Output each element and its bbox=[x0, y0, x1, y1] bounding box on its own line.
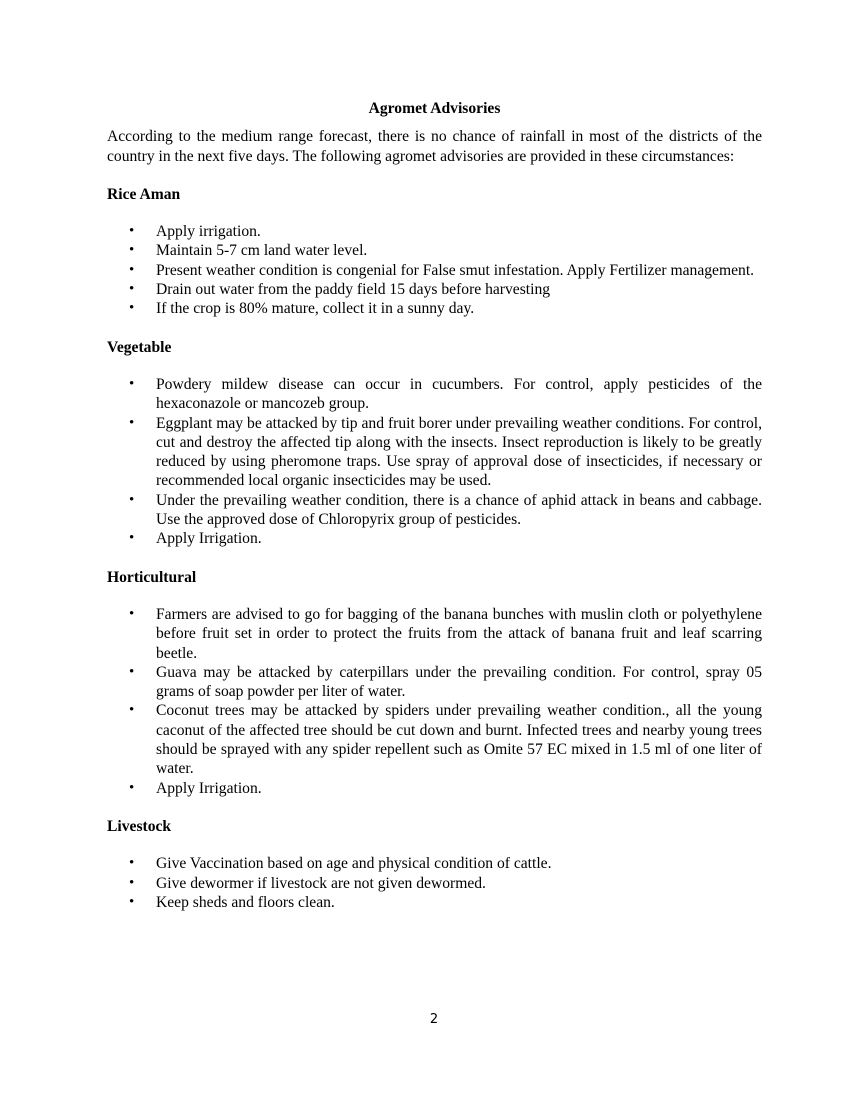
list-item bbox=[107, 299, 762, 318]
list-item-text: Farmers are advised to go for bagging of the banana bunches with muslin cloth or polyethylene before fruit set in order to protect the fruits from the attack of banana fruit and leaf scarring beetle. bbox=[156, 605, 762, 662]
rice-aman-list bbox=[107, 222, 762, 318]
list-item-text: Present weather condition is congenial for False smut infestation. Apply Fertilizer management. bbox=[156, 261, 755, 279]
list-item-text: If the crop is 80% mature, collect it in a sunny day. bbox=[156, 300, 475, 318]
vegetable-list bbox=[107, 375, 762, 549]
list-item bbox=[107, 414, 762, 491]
horticultural-list bbox=[107, 605, 762, 798]
list-item bbox=[107, 663, 762, 702]
list-item bbox=[107, 529, 762, 548]
page-number: 2 bbox=[429, 1012, 439, 1027]
bullet-icon: • bbox=[129, 855, 135, 872]
bullet-icon: • bbox=[129, 300, 135, 317]
list-item bbox=[107, 222, 762, 241]
list-item bbox=[107, 375, 762, 414]
list-item bbox=[107, 280, 762, 299]
list-item bbox=[107, 874, 762, 893]
bullet-icon: • bbox=[129, 242, 135, 259]
bullet-icon: • bbox=[129, 663, 135, 680]
section-heading-livestock: Livestock bbox=[107, 817, 172, 835]
bullet-icon: • bbox=[129, 375, 135, 392]
list-item-text: Give Vaccination based on age and physical condition of cattle. bbox=[156, 855, 552, 873]
section-heading-rice-aman: Rice Aman bbox=[107, 185, 181, 203]
section-heading-horticultural: Horticultural bbox=[107, 568, 197, 586]
bullet-icon: • bbox=[129, 261, 135, 278]
bullet-icon: • bbox=[129, 281, 135, 298]
bullet-icon: • bbox=[129, 893, 135, 910]
list-item bbox=[107, 893, 762, 912]
list-item-text: Guava may be attacked by caterpillars under the prevailing condition. For control, spray 05 grams of soap powder per liter of water. bbox=[156, 663, 762, 701]
bullet-icon: • bbox=[129, 530, 135, 547]
bullet-icon: • bbox=[129, 874, 135, 891]
list-item bbox=[107, 491, 762, 530]
section-heading-vegetable: Vegetable bbox=[107, 338, 172, 356]
bullet-icon: • bbox=[129, 491, 135, 508]
document-title: Agromet Advisories bbox=[368, 100, 501, 117]
list-item-text: Under the prevailing weather condition, there is a chance of aphid attack in beans and cabbage. Use the approved dose of Chloropyrix group of pesticides. bbox=[156, 491, 762, 529]
list-item-text: Keep sheds and floors clean. bbox=[156, 893, 335, 911]
intro-paragraph: According to the medium range forecast, there is no chance of rainfall in most of the districts of the country in the next five days. The following agromet advisories are provided in these circumstances: bbox=[107, 128, 762, 165]
list-item-text: Coconut trees may be attacked by spiders under prevailing weather condition., all the young caconut of the affected tree should be cut down and burnt. Infected trees and nearby young trees should be sprayed with any spider repellent such as Omite 57 EC mixed in 1.5 ml of one liter of water. bbox=[156, 702, 762, 778]
list-item bbox=[107, 261, 762, 280]
bullet-icon: • bbox=[129, 223, 135, 240]
list-item-text: Drain out water from the paddy field 15 days before harvesting bbox=[156, 281, 551, 299]
list-item-text: Apply Irrigation. bbox=[156, 779, 262, 797]
list-item-text: Powdery mildew disease can occur in cucumbers. For control, apply pesticides of the hexaconazole or mancozeb group. bbox=[156, 375, 762, 413]
list-item bbox=[107, 605, 762, 663]
list-item bbox=[107, 241, 762, 260]
list-item-text: Give dewormer if livestock are not given dewormed. bbox=[156, 874, 486, 892]
list-item bbox=[107, 854, 762, 873]
bullet-icon: • bbox=[129, 605, 135, 622]
document-page bbox=[107, 99, 762, 931]
list-item bbox=[107, 701, 762, 778]
bullet-icon: • bbox=[129, 779, 135, 796]
livestock-list bbox=[107, 854, 762, 912]
list-item-text: Maintain 5-7 cm land water level. bbox=[156, 242, 368, 260]
list-item-text: Apply irrigation. bbox=[156, 223, 261, 241]
bullet-icon: • bbox=[129, 702, 135, 719]
list-item-text: Eggplant may be attacked by tip and fruit borer under prevailing weather conditions. For control, cut and destroy the affected tip along with the insects. Insect reproduction is likely to be greatly reduced by using pheromone traps. Use spray of approval dose of insecticides, if necessary or recommended local organic insecticides may be used. bbox=[156, 414, 762, 490]
list-item bbox=[107, 779, 762, 798]
bullet-icon: • bbox=[129, 414, 135, 431]
list-item-text: Apply Irrigation. bbox=[156, 530, 262, 548]
